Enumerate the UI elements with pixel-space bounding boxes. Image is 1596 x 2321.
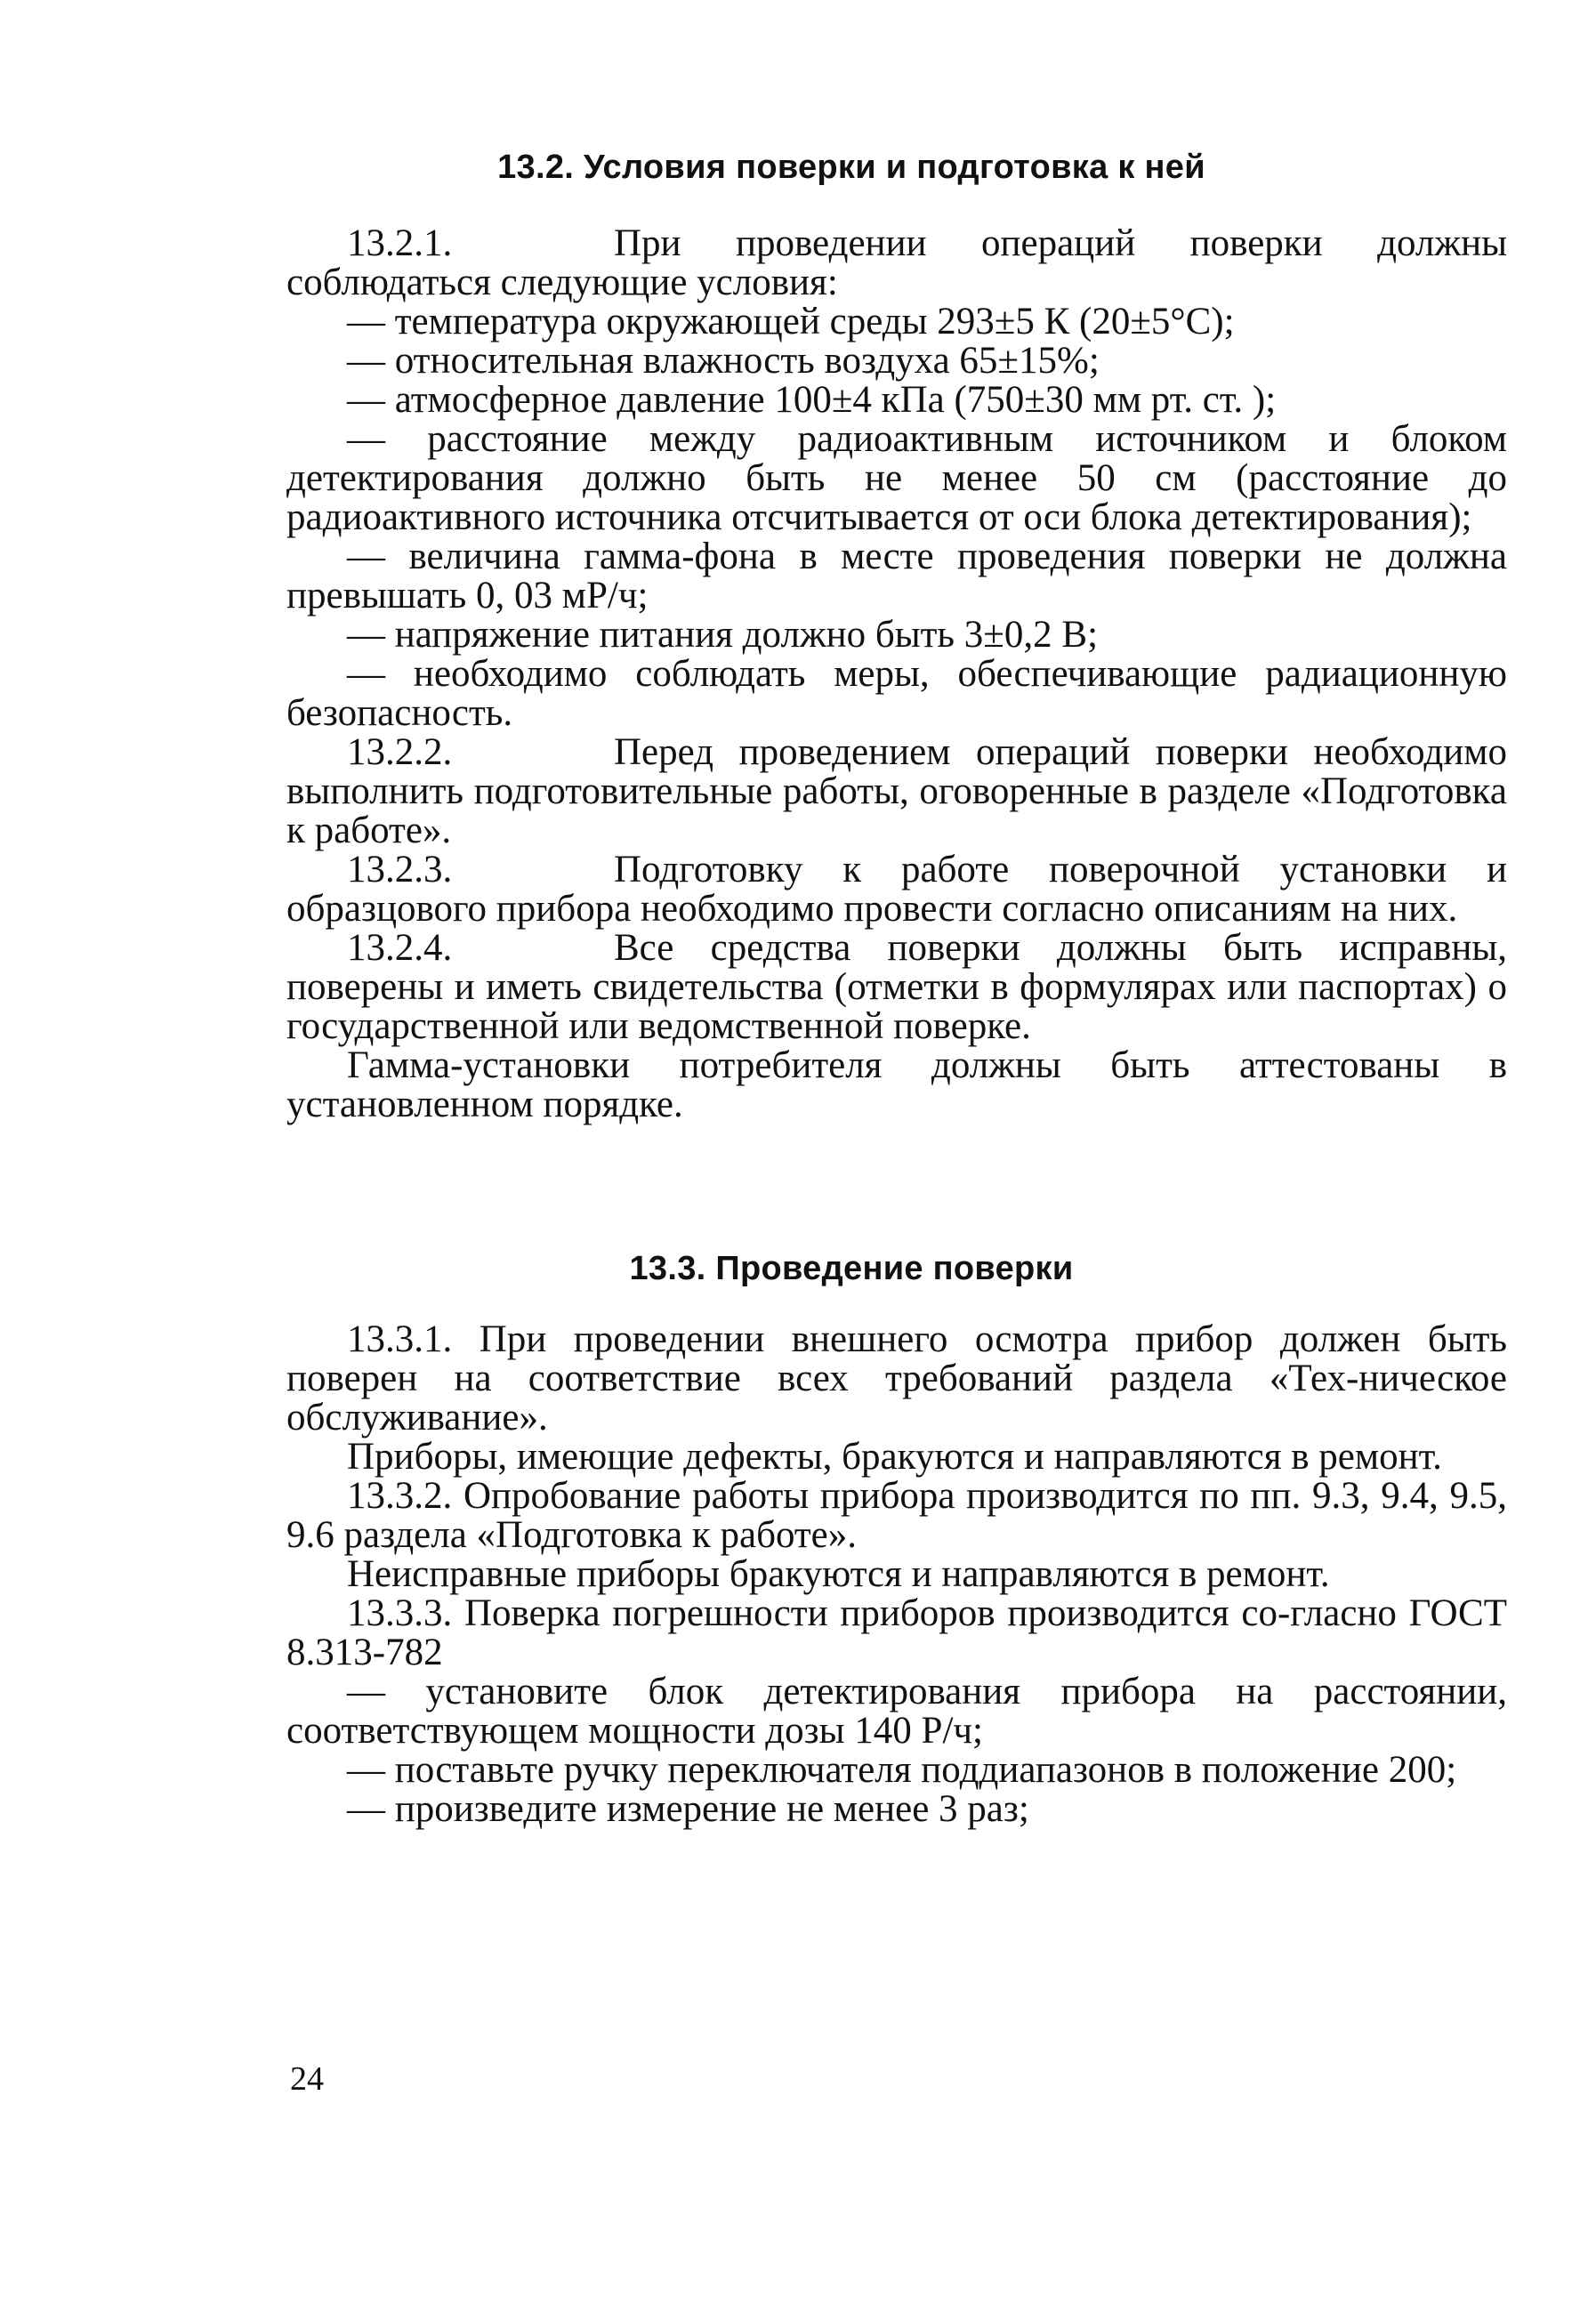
paragraph-number: 13.2.1. [347,222,453,264]
paragraph-13-3-3: 13.3.3. Поверка погрешности приборов производится со-гласно ГОСТ 8.313-782 [286,1592,1507,1673]
list-item: — температура окружающей среды 293±5 К (20±5°С); [347,301,1235,343]
paragraph-13-3-2-note: Неисправные приборы бракуются и направляются в ремонт. [347,1553,1330,1595]
paragraph-number: 13.2.3. [347,849,453,891]
paragraph-13-2-1 [286,224,1507,302]
list-item: — относительная влажность воздуха 65±15%; [347,340,1100,382]
paragraph-13-2-5: Гамма-установки потребителя должны быть аттестованы в установленном порядке. [286,1044,1507,1125]
paragraph-13-2-4 [286,929,1507,1046]
list-item: — необходимо соблюдать меры, обеспечивающие радиационную безопасность. [286,653,1507,734]
paragraph-13-2-3 [286,850,1507,929]
paragraph-13-3-2: 13.3.2. Опробование работы прибора производится по пп. 9.3, 9.4, 9.5, 9.6 раздела «Подготовка к работе». [286,1475,1507,1556]
paragraph-number: 13.2.4. [347,927,453,969]
page-number: 24 [290,2060,324,2098]
list-item: — произведите измерение не менее 3 раз; [347,1788,1029,1830]
paragraph-13-3-1-note: Приборы, имеющие дефекты, бракуются и направляются в ремонт. [347,1436,1442,1478]
section-13-2-body [286,224,1507,1124]
paragraph-text: Перед проведением операций поверки необходимо выполнить подготовительные работы, оговоренные в разделе «Подготовка к работе». [286,731,1507,851]
section-13-3-heading: 13.3. Проведение поверки [629,1250,1074,1287]
paragraph-13-3-1: 13.3.1. При проведении внешнего осмотра прибор должен быть поверен на соответствие всех требований раздела «Тех-ническое обслуживание». [286,1318,1507,1439]
list-item: — величина гамма-фона в месте проведения поверки не должна превышать 0, 03 мР/ч; [286,536,1507,617]
section-13-3-body [286,1320,1507,1829]
paragraph-text: Все средства поверки должны быть исправны, поверены и иметь свидетельства (отметки в формулярах или паспортах) о государственной или ведомственной поверке. [286,927,1507,1047]
paragraph-number: 13.2.2. [347,731,453,773]
list-item: — поставьте ручку переключателя поддиапазонов в положение 200; [347,1749,1457,1791]
paragraph-text: Подготовку к работе поверочной установки и образцового прибора необходимо провести согласно описаниям на них. [286,849,1507,930]
list-item: — атмосферное давление 100±4 кПа (750±30 мм рт. ст. ); [347,379,1277,421]
list-item: — расстояние между радиоактивным источником и блоком детектирования должно быть не менее 50 см (расстояние до радиоактивного источника отсчитывается от оси блока детектирования); [286,418,1507,538]
list-item: — напряжение питания должно быть 3±0,2 В; [347,614,1099,656]
list-item: — установите блок детектирования прибора на расстоянии, соответствующем мощности дозы 140 Р/ч; [286,1671,1507,1752]
paragraph-13-2-2 [286,733,1507,850]
section-13-2-heading: 13.2. Условия поверки и подготовка к ней [497,149,1205,186]
paragraph-text: При проведении операций поверки должны соблюдаться следующие условия: [286,222,1507,303]
